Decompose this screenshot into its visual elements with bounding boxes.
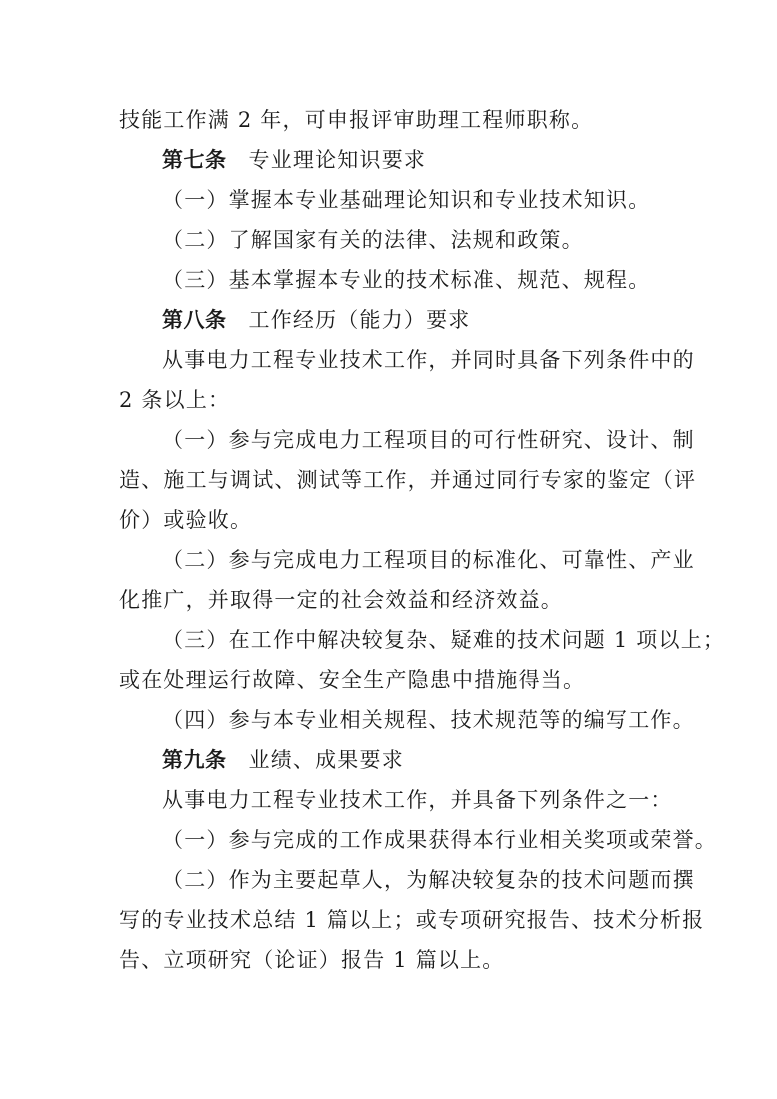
paragraph-line: 写的专业技术总结 1 篇以上；或专项研究报告、技术分析报 (119, 908, 705, 932)
paragraph-line: 造、施工与调试、测试等工作，并通过同行专家的鉴定（评 (119, 468, 697, 492)
paragraph-line: （一）参与完成电力工程项目的可行性研究、设计、制 (162, 428, 695, 452)
paragraph-line: （二）参与完成电力工程项目的标准化、可靠性、产业 (162, 548, 695, 572)
article-7-title: 专业理论知识要求 (248, 148, 427, 172)
article-7-label: 第七条 (162, 148, 227, 172)
article-9-title: 业绩、成果要求 (248, 748, 404, 772)
paragraph-line: （三）在工作中解决较复杂、疑难的技术问题 1 项以上； (162, 628, 726, 652)
paragraph-line: 从事电力工程专业技术工作，并同时具备下列条件中的 (162, 348, 695, 372)
paragraph-line: （二）作为主要起草人，为解决较复杂的技术问题而撰 (162, 868, 695, 892)
article-7-heading (162, 146, 426, 174)
article-9-label: 第九条 (162, 748, 227, 772)
paragraph-line: （一）参与完成的工作成果获得本行业相关奖项或荣誉。 (162, 828, 717, 852)
article-8-heading (162, 306, 471, 334)
article-8-title: 工作经历（能力）要求 (248, 308, 471, 332)
paragraph-line: （四）参与本专业相关规程、技术规范等的编写工作。 (162, 708, 695, 732)
paragraph-line: 从事电力工程专业技术工作，并具备下列条件之一： (162, 788, 673, 812)
paragraph-line: （三）基本掌握本专业的技术标准、规范、规程。 (162, 268, 651, 292)
paragraph-line: 价）或验收。 (119, 508, 253, 532)
paragraph-line: 技能工作满 2 年，可申报评审助理工程师职称。 (119, 108, 594, 132)
paragraph-line: 2 条以上： (119, 388, 231, 412)
paragraph-line: （二）了解国家有关的法律、法规和政策。 (162, 228, 584, 252)
paragraph-line: 告、立项研究（论证）报告 1 篇以上。 (119, 948, 505, 972)
article-8-label: 第八条 (162, 308, 227, 332)
paragraph-line: 或在处理运行故障、安全生产隐患中措施得当。 (119, 668, 586, 692)
paragraph-line: 化推广，并取得一定的社会效益和经济效益。 (119, 588, 563, 612)
article-9-heading (162, 746, 404, 774)
paragraph-line: （一）掌握本专业基础理论知识和专业技术知识。 (162, 188, 651, 212)
